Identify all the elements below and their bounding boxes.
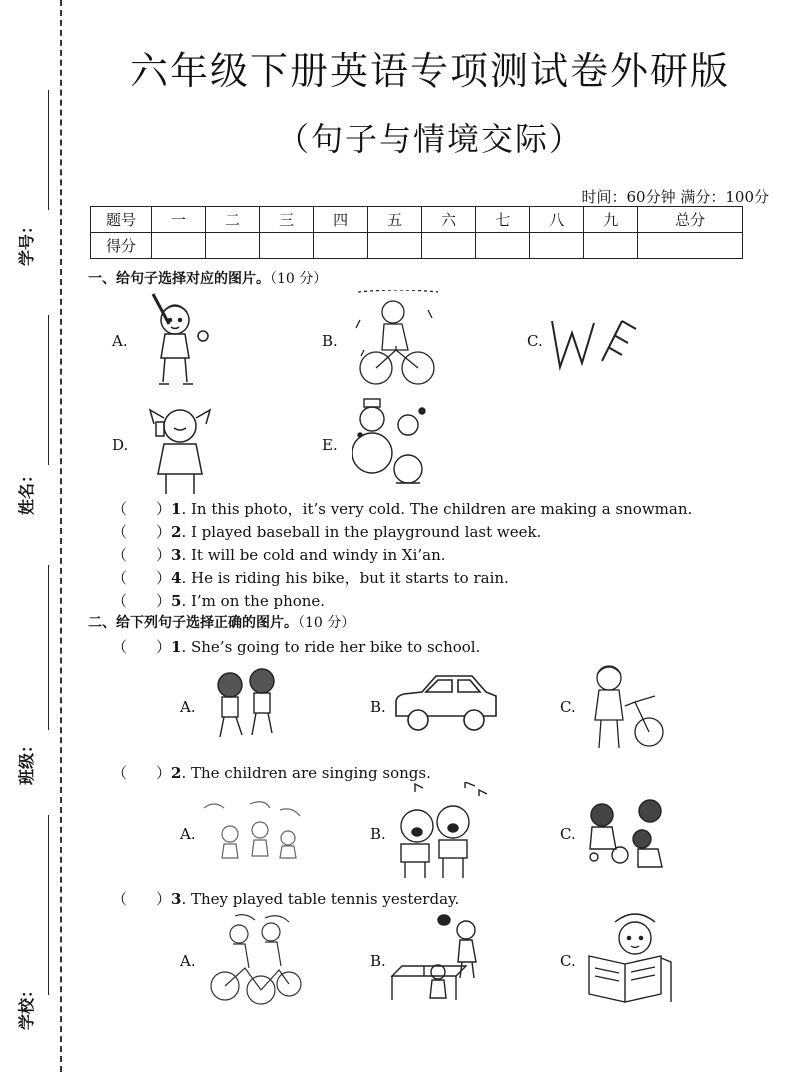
- question-number: 3: [171, 546, 182, 564]
- question-text: . She’s going to ride her bike to school.: [181, 638, 481, 656]
- q2-option-a-label: A.: [180, 825, 196, 843]
- question-text: . It will be cold and windy in Xi’an.: [181, 546, 446, 564]
- question-text: . In this photo，it’s very cold. The children are making a snowman.: [181, 500, 693, 518]
- section-1-heading-text: 一、给句子选择对应的图片。: [88, 271, 270, 287]
- section-1-option-e-label: E.: [322, 436, 338, 454]
- score-header-cell: 题号: [91, 207, 152, 233]
- answer-paren-open[interactable]: （: [112, 523, 128, 541]
- section-1-question-2: [112, 521, 541, 542]
- section-1-option-c-label: C.: [527, 332, 543, 350]
- answer-paren-open[interactable]: （: [112, 592, 128, 610]
- score-input-cell[interactable]: [152, 233, 206, 259]
- question-number: 1: [171, 638, 182, 656]
- answer-paren-close: ）: [156, 592, 172, 610]
- section-2-question-3: [112, 888, 459, 909]
- two-kids-walking-picture: [212, 665, 282, 745]
- question-text: . The children are singing songs.: [181, 764, 431, 782]
- student-id-rule[interactable]: [48, 90, 49, 210]
- section-1-option-a-label: A.: [112, 332, 128, 350]
- baseball-player-picture: [145, 290, 215, 390]
- section-2-question-2: [112, 762, 431, 783]
- section-1-points: （10 分）: [270, 271, 328, 287]
- car-picture: [390, 670, 500, 740]
- score-header-cell: 二: [206, 207, 260, 233]
- children-making-snowman-picture: [352, 395, 432, 495]
- q3-option-c-label: C.: [560, 952, 576, 970]
- answer-paren-open[interactable]: （: [112, 764, 128, 782]
- kids-riding-bikes-picture: [205, 912, 305, 1007]
- school-label: 学校：: [17, 981, 36, 1030]
- score-input-cell[interactable]: [584, 233, 638, 259]
- section-1-option-b-label: B.: [322, 332, 338, 350]
- kids-playing-ball-picture: [580, 795, 680, 875]
- school-rule[interactable]: [48, 815, 49, 995]
- question-number: 4: [171, 569, 182, 587]
- score-header-cell: 三: [260, 207, 314, 233]
- q2-option-b-label: B.: [370, 825, 386, 843]
- section-1-question-4: [112, 567, 509, 588]
- question-number: 2: [171, 523, 182, 541]
- q3-option-a-label: A.: [180, 952, 196, 970]
- table-tennis-picture: [388, 912, 493, 1007]
- score-input-cell[interactable]: [476, 233, 530, 259]
- section-2-points: （10 分）: [298, 615, 356, 631]
- score-header-cell: 八: [530, 207, 584, 233]
- boy-reading-book-picture: [585, 908, 680, 1008]
- answer-paren-close: ）: [156, 569, 172, 587]
- section-2-heading: [88, 612, 355, 632]
- score-header-cell: 六: [422, 207, 476, 233]
- score-header-cell: 一: [152, 207, 206, 233]
- score-header-cell: 九: [584, 207, 638, 233]
- kids-dancing-picture: [200, 798, 305, 868]
- answer-paren-close: ）: [156, 638, 172, 656]
- girl-with-bike-picture: [585, 660, 670, 755]
- name-label: 姓名：: [17, 466, 36, 515]
- section-1-option-d-label: D.: [112, 436, 129, 454]
- score-input-cell[interactable]: [314, 233, 368, 259]
- answer-paren-open[interactable]: （: [112, 569, 128, 587]
- answer-paren-close: ）: [156, 764, 172, 782]
- question-text: . I played baseball in the playground last week.: [181, 523, 542, 541]
- question-number: 2: [171, 764, 182, 782]
- score-input-cell[interactable]: [530, 233, 584, 259]
- q1-option-c-label: C.: [560, 698, 576, 716]
- score-header-cell: 七: [476, 207, 530, 233]
- q1-option-b-label: B.: [370, 698, 386, 716]
- binding-margin-line: [60, 0, 62, 1072]
- score-input-cell[interactable]: [422, 233, 476, 259]
- question-text: . They played table tennis yesterday.: [181, 890, 460, 908]
- answer-paren-open[interactable]: （: [112, 546, 128, 564]
- q2-option-c-label: C.: [560, 825, 576, 843]
- section-1-question-1: [112, 498, 692, 519]
- score-table: [90, 206, 743, 259]
- score-header-cell: 四: [314, 207, 368, 233]
- answer-paren-close: ）: [156, 546, 172, 564]
- answer-paren-close: ）: [156, 523, 172, 541]
- q1-option-a-label: A.: [180, 698, 196, 716]
- time-and-score-info: 时间：60分钟 满分：100分: [581, 188, 769, 206]
- student-id-label: 学号：: [17, 217, 36, 266]
- question-text: . I’m on the phone.: [181, 592, 326, 610]
- answer-paren-close: ）: [156, 890, 172, 908]
- question-text: . He is riding his bike，but it starts to rain.: [181, 569, 509, 587]
- score-input-cell[interactable]: [638, 233, 743, 259]
- q3-option-b-label: B.: [370, 952, 386, 970]
- answer-paren-close: ）: [156, 500, 172, 518]
- question-number: 5: [171, 592, 182, 610]
- score-header-cell: 总分: [638, 207, 743, 233]
- question-number: 3: [171, 890, 182, 908]
- class-label: 班级：: [17, 736, 36, 785]
- girl-on-phone-picture: [140, 398, 220, 498]
- score-input-cell[interactable]: [260, 233, 314, 259]
- section-2-heading-text: 二、给下列句子选择正确的图片。: [88, 615, 298, 631]
- section-2-question-1: [112, 636, 480, 657]
- page-subtitle: （句子与情境交际）: [276, 120, 583, 158]
- score-row-label: 得分: [91, 233, 152, 259]
- score-input-cell[interactable]: [368, 233, 422, 259]
- answer-paren-open[interactable]: （: [112, 500, 128, 518]
- name-rule[interactable]: [48, 315, 49, 465]
- class-rule[interactable]: [48, 565, 49, 730]
- score-table-score-row: [91, 233, 743, 259]
- section-1-question-3: [112, 544, 446, 565]
- score-table-header-row: [91, 207, 743, 233]
- score-input-cell[interactable]: [206, 233, 260, 259]
- score-header-cell: 五: [368, 207, 422, 233]
- wind-symbol-picture: [550, 315, 650, 375]
- children-singing-picture: [395, 782, 490, 882]
- section-1-question-5: [112, 590, 325, 611]
- child-riding-bike-rain-picture: [348, 290, 438, 390]
- question-number: 1: [171, 500, 182, 518]
- section-1-heading: [88, 268, 327, 288]
- answer-paren-open[interactable]: （: [112, 890, 128, 908]
- answer-paren-open[interactable]: （: [112, 638, 128, 656]
- page-title: 六年级下册英语专项测试卷外研版: [129, 49, 730, 93]
